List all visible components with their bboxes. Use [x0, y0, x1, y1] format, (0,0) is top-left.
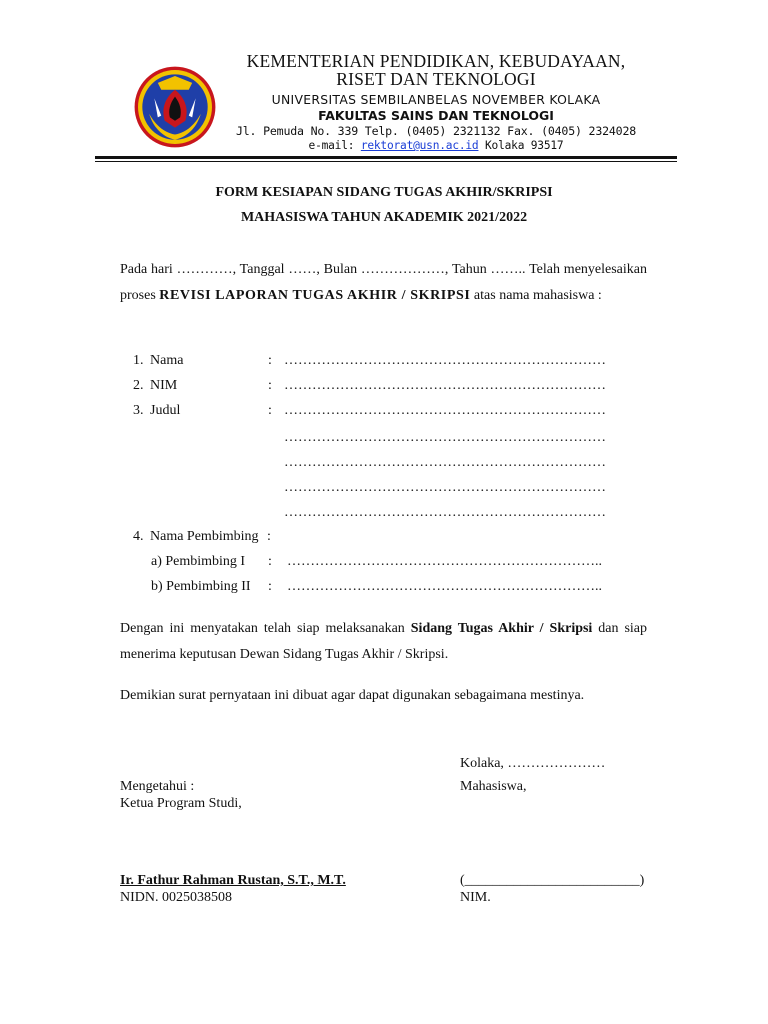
field-number-2: 2. [133, 378, 144, 393]
email-link[interactable]: rektorat@usn.ac.id [360, 139, 479, 152]
statement-bold: Sidang Tugas Akhir / Skripsi [410, 621, 593, 636]
signatory-nidn: NIDN. 0025038508 [120, 890, 232, 905]
field-colon: : [268, 378, 272, 393]
statement-paragraph [120, 616, 647, 668]
ministry-line-2: RISET DAN TEKNOLOGI [336, 69, 536, 89]
field-number-4: 4. [133, 529, 144, 544]
field-label-pembimbing: Nama Pembimbing [150, 529, 259, 544]
signatory-name: Ir. Fathur Rahman Rustan, S.T., M.T. [120, 873, 346, 888]
email-label: e-mail: [308, 139, 355, 152]
university-logo [132, 64, 218, 150]
field-dots-judul-2[interactable]: …………………………………………………………… [284, 430, 606, 445]
university-name: UNIVERSITAS SEMBILANBELAS NOVEMBER KOLAKA [271, 92, 601, 107]
field-colon: : [268, 579, 272, 594]
field-label-pembimbing-2: b) Pembimbing II [151, 579, 251, 594]
ministry-line-1: KEMENTERIAN PENDIDIKAN, KEBUDAYAAN, [246, 51, 626, 71]
field-number-1: 1. [133, 353, 144, 368]
form-title-line-2: MAHASISWA TAHUN AKADEMIK 2021/2022 [240, 210, 528, 225]
intro-text-2: atas nama mahasiswa : [473, 288, 602, 303]
field-label-pembimbing-1: a) Pembimbing I [151, 554, 246, 569]
intro-text-1: Pada hari …………, Tanggal ……, Bulan ………………, Tahun …….. Telah menyelesaikan proses [120, 262, 647, 303]
place-date: Kolaka, ………………… [460, 756, 606, 771]
signature-left-label-1: Mengetahui : [120, 779, 195, 794]
signature-right-label: Mahasiswa, [460, 779, 527, 794]
header-rule-thick [95, 156, 677, 159]
intro-bold: REVISI LAPORAN TUGAS AKHIR / SKRIPSI [159, 288, 471, 303]
field-colon: : [267, 529, 271, 544]
field-dots-judul-1[interactable]: …………………………………………………………… [284, 403, 606, 418]
field-dots-nim[interactable]: …………………………………………………………… [284, 378, 606, 393]
faculty-name: FAKULTAS SAINS DAN TEKNOLOGI [318, 108, 554, 123]
field-dots-pembimbing-2[interactable]: ………………………………………………………….. [287, 579, 602, 594]
student-signature-line[interactable]: (_________________________) [460, 873, 645, 888]
statement-text-1: Dengan ini menyatakan telah siap melaksanakan [120, 621, 405, 636]
field-dots-pembimbing-1[interactable]: ………………………………………………………….. [287, 554, 602, 569]
field-colon: : [268, 353, 272, 368]
field-dots-judul-4[interactable]: …………………………………………………………… [284, 480, 606, 495]
field-label-nim: NIM [150, 378, 178, 393]
field-colon: : [268, 554, 272, 569]
statement-text-2: dan siap menerima keputusan Dewan Sidang Tugas Akhir / Skripsi. [120, 621, 648, 662]
header-rule-thin [95, 161, 677, 162]
field-dots-nama[interactable]: …………………………………………………………… [284, 353, 606, 368]
student-nim: NIM. [460, 890, 491, 905]
field-label-judul: Judul [150, 403, 181, 418]
field-label-nama: Nama [150, 353, 184, 368]
closing-sentence: Demikian surat pernyataan ini dibuat agar dapat digunakan sebagaimana mestinya. [120, 688, 585, 703]
field-colon: : [268, 403, 272, 418]
field-number-3: 3. [133, 403, 144, 418]
intro-paragraph [120, 257, 647, 309]
city-postal: Kolaka 93517 [485, 139, 564, 152]
signature-left-label-2: Ketua Program Studi, [120, 796, 242, 811]
email-line [228, 140, 644, 151]
form-title-line-1: FORM KESIAPAN SIDANG TUGAS AKHIR/SKRIPSI [215, 185, 553, 200]
field-dots-judul-5[interactable]: …………………………………………………………… [284, 505, 606, 520]
field-dots-judul-3[interactable]: …………………………………………………………… [284, 455, 606, 470]
address-line: Jl. Pemuda No. 339 Telp. (0405) 2321132 Fax. (0405) 2324028 [235, 124, 637, 138]
